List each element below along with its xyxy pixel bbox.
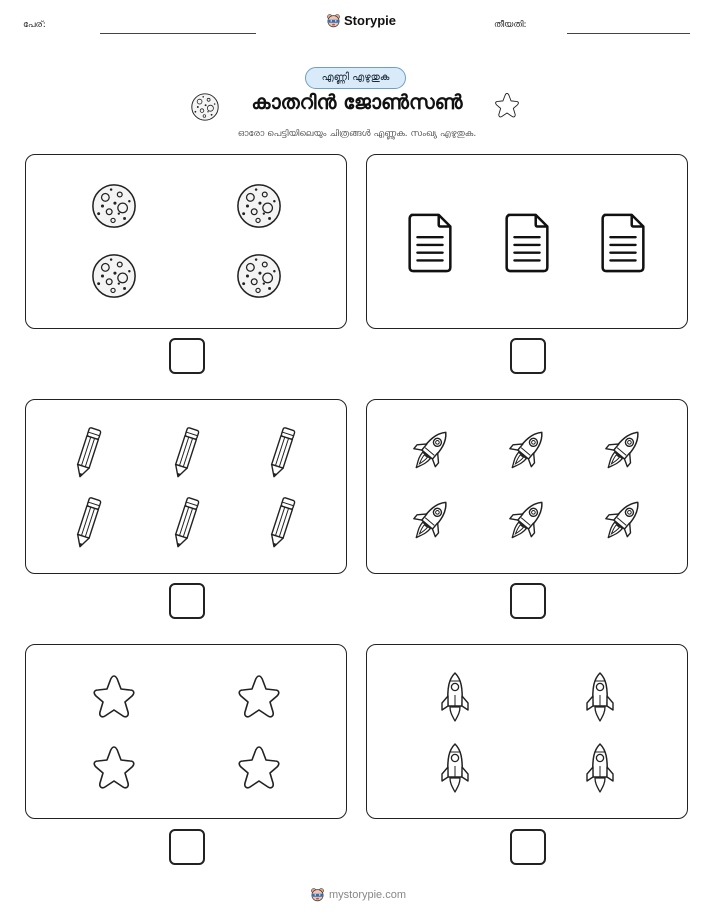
document-icon — [405, 211, 455, 273]
moon-icon — [235, 252, 283, 300]
star-icon — [88, 743, 140, 793]
answer-box-documents[interactable] — [510, 338, 546, 374]
moon-icon — [235, 182, 283, 230]
rocket-icon — [405, 494, 457, 546]
small-rocket-icon — [582, 670, 618, 724]
date-label: തീയതി: — [494, 20, 527, 30]
name-line[interactable] — [100, 33, 256, 34]
activity-badge: എണ്ണി എഴുതുക — [305, 67, 406, 89]
answer-box-pencils[interactable] — [169, 583, 205, 619]
instruction-text: ഓരോ പെട്ടിയിലെയും ചിത്രങ്ങൾ എണ്ണുക. സംഖ്യ എഴുതുക. — [237, 129, 477, 139]
counting-panel-moons — [25, 154, 347, 329]
pencil-icon — [171, 494, 201, 550]
storypie-logo — [326, 13, 396, 28]
star-icon — [492, 91, 522, 120]
counting-panel-small-rockets — [366, 644, 688, 819]
small-rocket-icon — [437, 670, 473, 724]
brand-name: Storypie — [344, 13, 397, 28]
pencil-icon — [73, 424, 103, 480]
rocket-icon — [597, 494, 649, 546]
rocket-icon — [501, 494, 553, 546]
counting-panel-stars — [25, 644, 347, 819]
star-icon — [233, 743, 285, 793]
storypie-mascot-icon — [326, 13, 341, 28]
answer-box-rockets[interactable] — [510, 583, 546, 619]
document-icon — [502, 211, 552, 273]
small-rocket-icon — [582, 741, 618, 795]
pencil-icon — [171, 424, 201, 480]
date-line[interactable] — [567, 33, 690, 34]
storypie-mascot-icon — [310, 887, 325, 902]
rocket-icon — [405, 424, 457, 476]
pencil-icon — [267, 494, 297, 550]
pencil-icon — [267, 424, 297, 480]
document-icon — [598, 211, 648, 273]
star-icon — [233, 672, 285, 722]
answer-box-stars[interactable] — [169, 829, 205, 865]
pencil-icon — [73, 494, 103, 550]
footer — [310, 887, 406, 902]
answer-box-moons[interactable] — [169, 338, 205, 374]
rocket-icon — [597, 424, 649, 476]
answer-box-small-rockets[interactable] — [510, 829, 546, 865]
moon-icon — [90, 252, 138, 300]
star-icon — [88, 672, 140, 722]
footer-url[interactable]: mystorypie.com — [329, 888, 407, 901]
moon-icon — [90, 182, 138, 230]
page-title: കാതറിൻ ജോൺസൺ — [251, 90, 463, 114]
name-label: പേര്: — [23, 20, 46, 30]
small-rocket-icon — [437, 741, 473, 795]
rocket-icon — [501, 424, 553, 476]
